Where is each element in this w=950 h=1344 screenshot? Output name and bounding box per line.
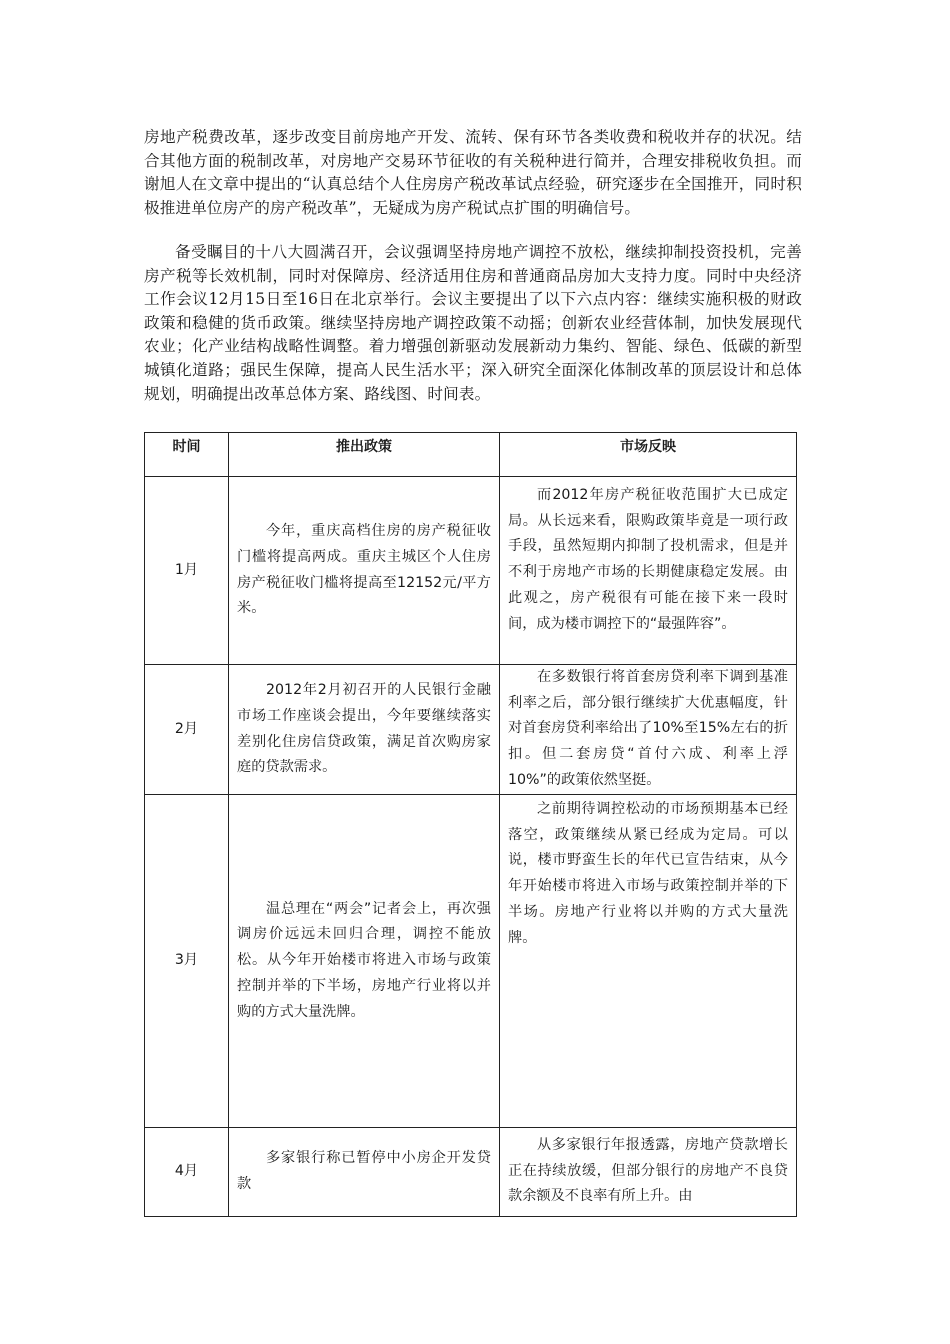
market-text: 而2012年房产税征收范围扩大已成定局。从长远来看，限购政策毕竟是一项行政手段，虽然短期内抑制了投机需求，但是并不利于房地产市场的长期健康稳定发展。由此观之，房产税很有可能在接下来一段时间，成为楼市调控下的“最强阵容”。 — [508, 487, 788, 632]
market-text: 在多数银行将首套房贷利率下调到基准利率之后，部分银行继续扩大优惠幅度，针对首套房贷利率给出了10%至15%左右的折扣。但二套房贷“首付六成、利率上浮10%”的政策依然坚挺。 — [508, 669, 788, 788]
time-cell: 4月 — [145, 1128, 229, 1217]
market-cell — [500, 477, 797, 665]
table-row — [145, 1128, 797, 1217]
table-header-row — [145, 433, 797, 477]
policy-table — [144, 432, 797, 1217]
header-market: 市场反映 — [500, 433, 797, 477]
time-cell: 1月 — [145, 477, 229, 665]
table-row — [145, 665, 797, 795]
policy-text: 今年，重庆高档住房的房产税征收门槛将提高两成。重庆主城区个人住房房产税征收门槛将提高至12152元/平方米。 — [237, 523, 491, 617]
policy-text: 温总理在“两会”记者会上，再次强调房价远远未回归合理，调控不能放松。从今年开始楼市将进入市场与政策控制并举的下半场，房地产行业将以并购的方式大量洗牌。 — [237, 900, 491, 1020]
market-cell — [500, 795, 797, 1128]
policy-cell — [229, 665, 500, 795]
market-text: 从多家银行年报透露，房地产贷款增长正在持续放缓，但部分银行的房地产不良贷款余额及不良率有所上升。由 — [508, 1137, 788, 1205]
header-time: 时间 — [145, 433, 229, 477]
time-cell: 3月 — [145, 795, 229, 1128]
market-cell — [500, 1128, 797, 1217]
body-paragraph: 备受瞩目的十八大圆满召开，会议强调坚持房地产调控不放松，继续抑制投资投机，完善房产税等长效机制，同时对保障房、经济适用住房和普通商品房加大支持力度。同时中央经济工作会议12月15日至16日在北京举行。会议主要提出了以下六点内容：继续实施积极的财政政策和稳健的货币政策。继续坚持房地产调控政策不动摇；创新农业经营体制，加快发展现代农业；化产业结构战略性调整。着力增强创新驱动发展新动力集约、智能、绿色、低碳的新型城镇化道路；强民生保障，提高人民生活水平；深入研究全面深化体制改革的顶层设计和总体规划，明确提出改革总体方案、路线图、时间表。 — [144, 243, 802, 403]
table-row — [145, 477, 797, 665]
policy-cell — [229, 477, 500, 665]
policy-cell — [229, 1128, 500, 1217]
time-cell: 2月 — [145, 665, 229, 795]
body-paragraph: 房地产税费改革，逐步改变目前房地产开发、流转、保有环节各类收费和税收并存的状况。结合其他方面的税制改革，对房地产交易环节征收的有关税种进行简并，合理安排税收负担。而谢旭人在文章中提出的“认真总结个人住房房产税改革试点经验，研究逐步在全国推开，同时积极推进单位房产的房产税改革”，无疑成为房产税试点扩围的明确信号。 — [144, 128, 802, 217]
policy-text: 2012年2月初召开的人民银行金融市场工作座谈会提出，今年要继续落实差别化住房信贷政策，满足首次购房家庭的贷款需求。 — [237, 682, 491, 776]
header-policy: 推出政策 — [229, 433, 500, 477]
policy-cell — [229, 795, 500, 1128]
market-cell — [500, 665, 797, 795]
table-row — [145, 795, 797, 1128]
market-text: 之前期待调控松动的市场预期基本已经落空，政策继续从紧已经成为定局。可以说，楼市野蛮生长的年代已宣告结束，从今年开始楼市将进入市场与政策控制并举的下半场。房地产行业将以并购的方式大量洗牌。 — [508, 801, 788, 946]
policy-text: 多家银行称已暂停中小房企开发贷款 — [237, 1150, 491, 1192]
